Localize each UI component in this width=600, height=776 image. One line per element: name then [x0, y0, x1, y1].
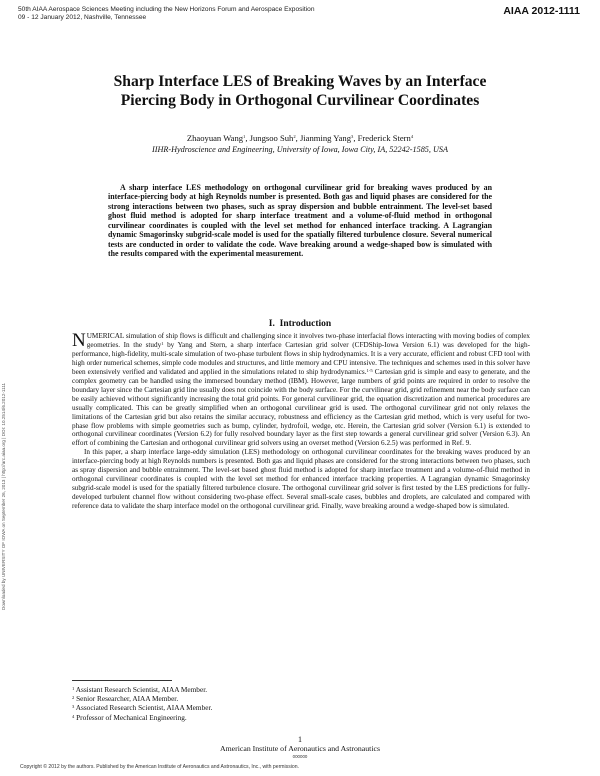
author-name: Zhaoyuan Wang	[186, 133, 244, 143]
footnote-mark: 2	[72, 695, 75, 701]
footnote-text: Professor of Mechanical Engineering.	[74, 712, 187, 722]
intro-text: by Yang and Stern, a sharp interface Cartesian grid solver (CFDShip-Iowa Version 6.1) was developed for the high-performance, high-fidelity, multi-scale simulation of two-phase turbulent flows in ship hydrodynamics. It is a very accurate, efficient and robust CFD tool with high order numerical schemes, simple code modules and structures, and little memory and CPU intensive. The techniques and schemes used in this solver have been extensively verified and validated and applied in the simulations related to ship hydrodynamics.	[72, 340, 530, 376]
author-list	[60, 133, 540, 143]
copyright-notice: Copyright © 2012 by the authors. Published by the American Institute of Aeronautics and Astronautics, Inc., with permission.	[20, 764, 299, 770]
conference-header	[18, 6, 478, 22]
intro-text: Cartesian grid is simple and easy to generate, and the complex geometry can be handled using the immersed boundary method (IBM). However, large numbers of grid points are required in order to resolve the boundary layer since the Cartesian grid line usually does not coincide with the body surface. For the curvilinear grid, grid refinement near the body surface can be easily achieved without significantly increasing the total grid points. For general curvilinear grid, the equation discretization and numerical procedures are usually complicated. This can be greatly simplified when an orthogonal curvilinear grid is used. The orthogonal curvilinear grid not only relaxes the limitations of the Cartesian grid but also retains the similar accuracy, robustness and efficiency as the Cartesian grid method, which is very useful for two-phase flow problems with simple geometries such as bump, cylinder, hydrofoil, wedge, etc. Herein, the Cartesian grid solver (Version 6.1) is extended to orthogonal curvilinear coordinates (Version 6.2) for fully resolved boundary layer as the first step towards a general curvilinear grid solver (Version 6.3). An effort of combining the Cartesian and orthogonal curvilinear grid solvers using an overset method (Version 6.2.5) was performed in Ref. 9.	[72, 367, 531, 448]
intro-paragraph-2: In this paper, a sharp interface large-eddy simulation (LES) methodology on orthogonal curvilinear coordinates for the breaking waves produced by an interface-piercing body at high Reynolds numbers is presented. Both gas and liquid phases are considered for the strong interactions between two phases, such as spray dispersion and bubble entrainment. The level-set based ghost fluid method is adopted for sharp interface treatment and a volume-of-fluid method in orthogonal curvilinear coordinates is coupled with the level set method for enhanced interface tracking properties. A Lagrangian dynamic Smagorinsky subgrid-scale model is used for the spatially filtered turbulence closure. The orthogonal curvilinear grid solver is first tested by the LES predictions for fully-developed turbulent channel flow without considering two-phase effect. Several small-scale cases, bubbles and droplets, are calculated and compared with reference data to validate the sharp interface model on the orthogonal curvilinear grid. Finally, wave breaking around a wedge-shaped bow is simulated.	[72, 448, 530, 511]
intro-paragraph-1	[72, 332, 530, 448]
footnote-text: Senior Researcher, AIAA Member.	[74, 694, 179, 704]
title-line-2: Piercing Body in Orthogonal Curvilinear Coordinates	[120, 92, 480, 109]
author-mark: 2	[293, 134, 296, 139]
affiliation: IIHR-Hydroscience and Engineering, University of Iowa, Iowa City, IA, 52242-1585, USA	[152, 145, 448, 154]
drop-cap: N	[72, 330, 86, 351]
section-title: Introduction	[279, 319, 332, 329]
author-mark: 4	[410, 134, 414, 139]
page-number: 1	[298, 735, 302, 744]
paper-id: AIAA 2012-1111	[503, 5, 580, 17]
title-line-1: Sharp Interface LES of Breaking Waves by an Interface	[113, 73, 487, 90]
author-name: Frederick Stern	[357, 133, 411, 143]
author-sep: ,	[295, 133, 300, 143]
footnote-divider	[72, 680, 172, 681]
footnote	[72, 694, 372, 703]
download-watermark-text: Downloaded by UNIVERSITY OF IOWA on September 26, 2013 | http://arc.aiaa.org | DOI: 10.2514/6.2012-1111	[1, 382, 6, 610]
publisher-code: 000000	[292, 754, 308, 759]
footnote-mark: 3	[72, 704, 75, 710]
footnote	[72, 703, 372, 712]
conference-name: 50th AIAA Aerospace Sciences Meeting including the New Horizons Forum and Aerospace Exposition	[18, 6, 315, 13]
footnote-mark: 4	[72, 713, 75, 719]
footnote	[72, 713, 372, 722]
section-heading	[60, 319, 540, 329]
download-watermark	[1, 190, 11, 610]
author-name: Jungsoo Suh	[249, 133, 294, 143]
citation: 1-5	[366, 367, 373, 373]
author-sep: ,	[353, 133, 358, 143]
footnote	[72, 685, 372, 694]
abstract: A sharp interface LES methodology on orthogonal curvilinear grid for breaking waves produced by an interface-piercing body at high Reynolds number is presented. Both gas and liquid phases are considered for the strong interactions between two phases, such as spray dispersion and bubble entrainment. The level-set based ghost fluid method is adopted for sharp interface treatment and a volume-of-fluid method in orthogonal curvilinear coordinates is coupled with the level set method for enhanced interface tracking. A Lagrangian dynamic Smagorinsky subgrid-scale model is used for the spatially filtered turbulence closure. Several numerical tests are conducted in order to validate the code. Wave breaking around a wedge-shaped bow is simulated with the results compared with the experimental measurement.	[108, 183, 492, 259]
section-number: I.	[268, 319, 275, 329]
author-sep: ,	[245, 133, 250, 143]
intro-text: UMERICAL simulation of ship flows is difficult and challenging since it involves two-phase interfacial flows interacting with moving bodies of complex geometries. In the study	[86, 332, 530, 349]
footnote-text: Assistant Research Scientist, AIAA Member.	[74, 685, 208, 694]
introduction-body	[72, 332, 530, 511]
author-mark: 3	[351, 134, 354, 139]
author-name: Jianming Yang	[299, 133, 352, 143]
paper-title	[60, 72, 540, 110]
publisher-line: American Institute of Aeronautics and Astronautics	[219, 744, 380, 753]
footnote-mark: 1	[72, 686, 75, 691]
citation: 1	[161, 340, 164, 346]
footnotes	[72, 685, 372, 722]
conference-dates: 09 - 12 January 2012, Nashville, Tennessee	[18, 14, 147, 21]
footnote-text: Associated Research Scientist, AIAA Member.	[74, 703, 213, 713]
author-mark: 1	[243, 134, 246, 139]
